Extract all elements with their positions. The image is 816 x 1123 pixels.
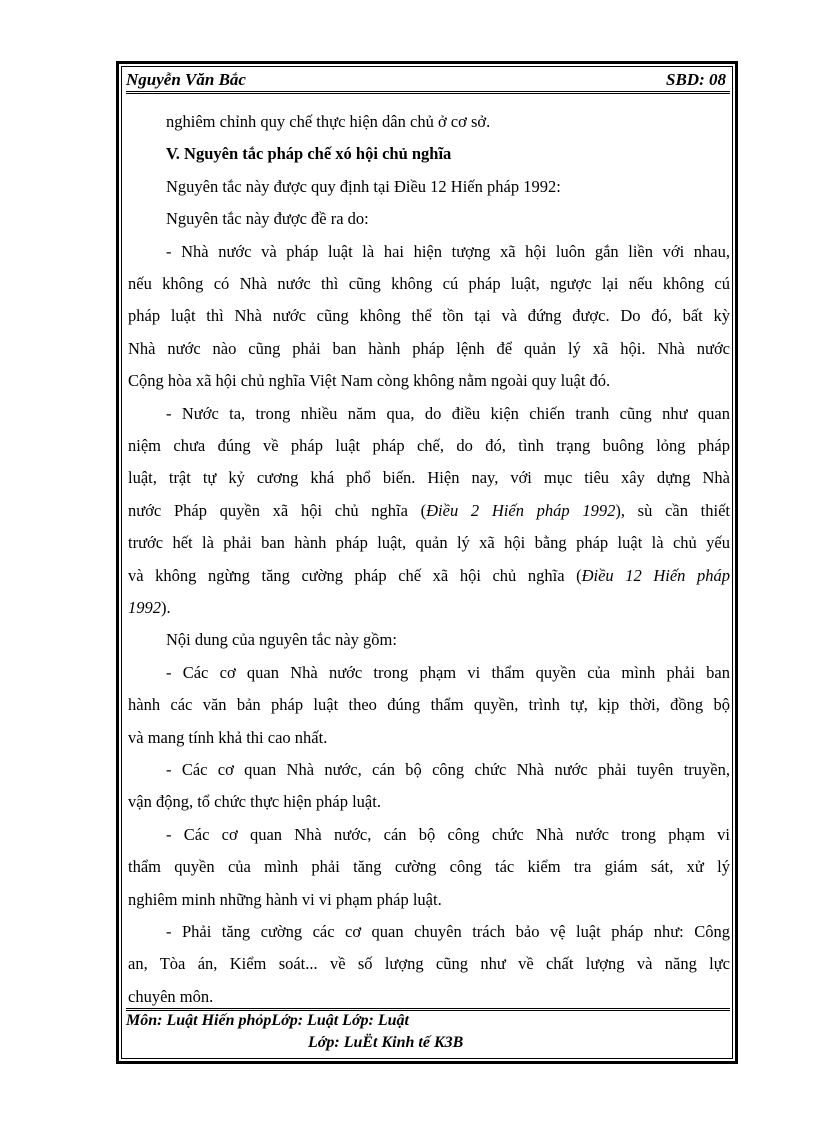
body-line: nếu không có Nhà nước thì cũng không cú pháp luật, ngược lại nếu không cú <box>128 274 730 293</box>
body-line: pháp luật thì Nhà nước cũng không thể tồn tại và đứng được. Do đó, bất kỳ <box>128 306 730 326</box>
line-text: ). <box>161 598 171 617</box>
body-line: Nguyên tắc này được quy định tại Điều 12 Hiến pháp 1992: <box>166 176 561 196</box>
body-line: nghiêm minh những hành vi vi phạm pháp luật. <box>128 889 442 909</box>
body-line: Cộng hòa xã hội chủ nghĩa Việt Nam còng không nằm ngoài quy luật đó. <box>128 371 611 391</box>
body-line <box>128 598 730 620</box>
body-line: - Nước ta, trong nhiều năm qua, do điều kiện chiến tranh cũng như quan <box>166 403 730 423</box>
legal-citation: Điều 12 Hiến pháp <box>581 565 730 585</box>
author-name: Nguyễn Văn Bắc <box>126 70 246 89</box>
body-line: - Các cơ quan Nhà nước trong phạm vi thẩm quyền của mình phải ban <box>166 662 730 682</box>
line-text: nước Pháp quyền xã hội chủ nghĩa ( <box>128 500 427 520</box>
footer-subject-line: Môn: Luật Hiến phỏpLớp: Luật Lớp: Luật <box>126 1012 409 1029</box>
line-text: và không ngừng tăng cường pháp chế xã hội chủ nghĩa ( <box>128 565 582 585</box>
legal-citation: Điều 2 Hiến pháp 1992 <box>426 500 616 520</box>
body-line: chuyên môn. <box>128 986 214 1006</box>
body-line: thẩm quyền của mình phải tăng cường công tác kiểm tra giám sát, xử lý <box>128 857 730 877</box>
body-line: - Các cơ quan Nhà nước, cán bộ công chức Nhà nước phải tuyên truyền, <box>166 760 730 779</box>
body-line: - Phải tăng cường các cơ quan chuyên trách bảo vệ luật pháp như: Công <box>166 922 730 941</box>
body-line: Nguyên tắc này được đề ra do: <box>166 209 369 229</box>
body-line: niệm chưa đúng về pháp luật pháp chế, do đó, tình trạng buông lỏng pháp <box>128 436 730 455</box>
body-line: - Nhà nước và pháp luật là hai hiện tượng xã hội luôn gắn liền với nhau, <box>166 241 730 261</box>
footer-rule <box>126 1008 730 1011</box>
legal-citation: 1992 <box>128 598 161 617</box>
candidate-number: SBD: 08 <box>666 70 726 89</box>
footer-class-line: Lớp: LuËt Kinh tế K3B <box>308 1034 464 1051</box>
body-line: V. Nguyên tắc pháp chế xó hội chủ nghĩa <box>166 144 452 164</box>
body-line: luật, trật tự kỷ cương khá phổ biến. Hiện nay, với mục tiêu xây dựng Nhà <box>128 468 730 488</box>
body-line: Nội dung của nguyên tắc này gồm: <box>166 630 397 650</box>
body-line: trước hết là phải ban hành pháp luật, quản lý xã hội bằng pháp luật là chủ yếu <box>128 533 730 553</box>
page-header <box>126 68 726 90</box>
header-rule <box>126 91 730 94</box>
body-line: và mang tính khả thi cao nhất. <box>128 727 328 747</box>
body-line: hành các văn bản pháp luật theo đúng thẩm quyền, trình tự, kịp thời, đồng bộ <box>128 695 730 715</box>
body-line <box>128 501 730 523</box>
body-line: vận động, tổ chức thực hiện pháp luật. <box>128 792 381 812</box>
body-line: - Các cơ quan Nhà nước, cán bộ công chức Nhà nước trong phạm vi <box>166 824 730 844</box>
body-line: an, Tòa án, Kiểm soát... về số lượng cũng như về chất lượng và năng lực <box>128 954 730 974</box>
body-line <box>128 566 730 588</box>
line-text: ), sù cần thiết <box>615 500 730 520</box>
body-line: Nhà nước nào cũng phải ban hành pháp lệnh để quản lý xã hội. Nhà nước <box>128 338 730 358</box>
body-line: nghiêm chỉnh quy chế thực hiện dân chủ ở cơ sở. <box>166 112 491 131</box>
